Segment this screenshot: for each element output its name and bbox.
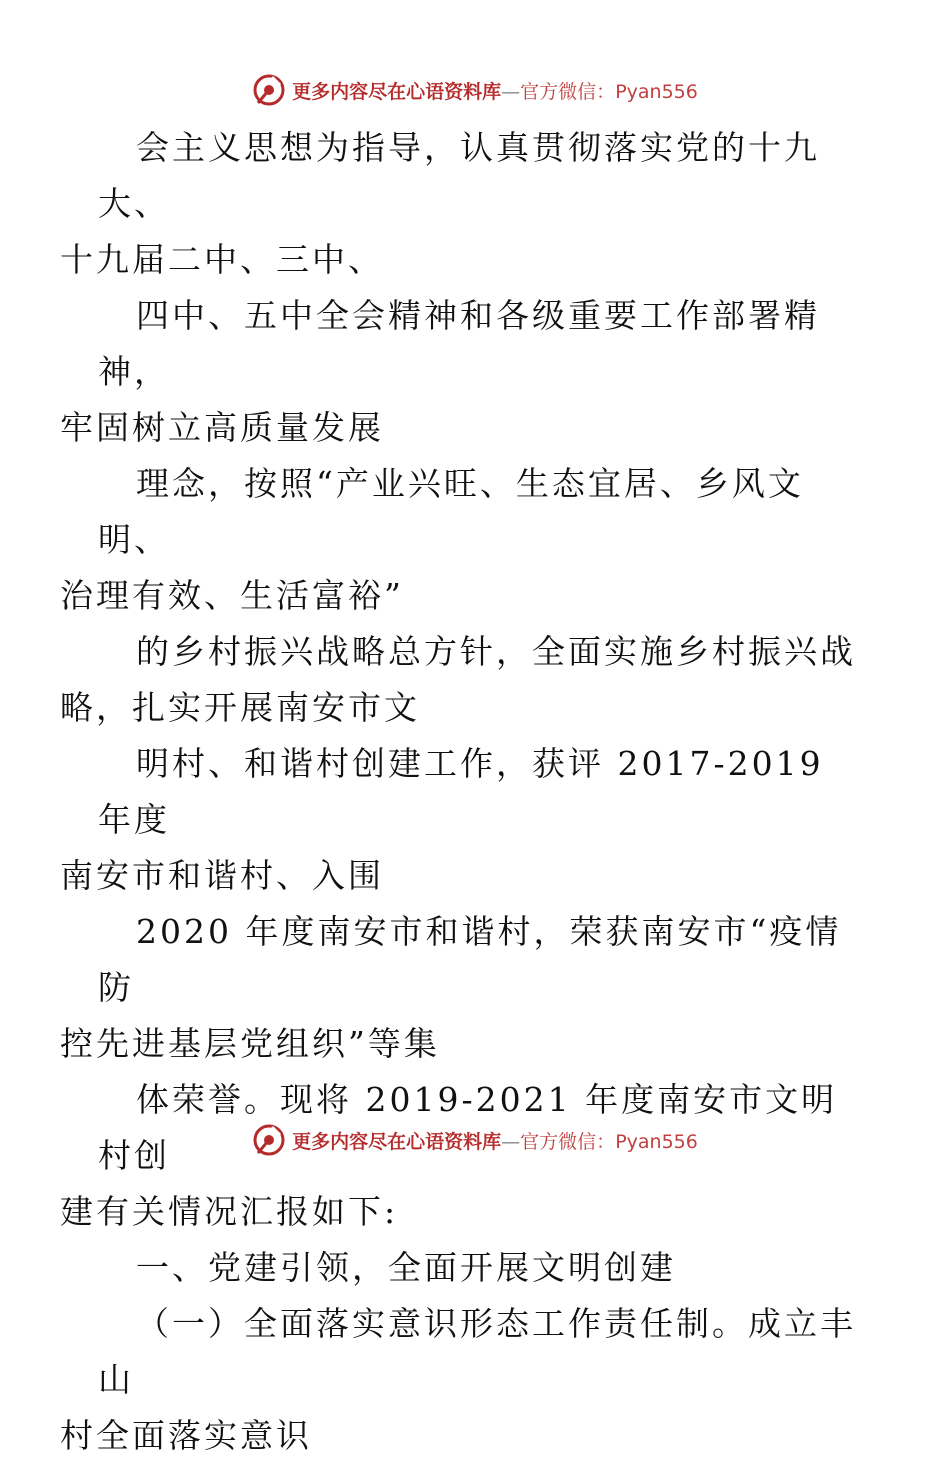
paragraph: 2020 年度南安市和谐村，荣获南安市“疫情防 控先进基层党组织”等集 <box>60 912 842 1063</box>
paragraph: 会主义思想为指导，认真贯彻落实党的十九大、 十九届二中、三中、 <box>60 128 820 279</box>
footer-watermark <box>0 1120 950 1160</box>
header-watermark-text: 更多内容尽在心语资料库—官方微信：Pyan556 <box>292 80 698 103</box>
paragraph: （一）全面落实意识形态工作责任制。成立丰山 村全面落实意识 <box>60 1304 856 1455</box>
logo-icon <box>252 73 286 107</box>
footer-watermark-text: 更多内容尽在心语资料库—官方微信：Pyan556 <box>292 1130 698 1153</box>
logo-icon <box>252 1123 286 1157</box>
document-body <box>60 120 858 1464</box>
paragraph: 理念，按照“产业兴旺、生态宜居、乡风文明、 治理有效、生活富裕” <box>60 464 804 615</box>
header-watermark <box>0 70 950 110</box>
section-heading: 一、党建引领，全面开展文明创建 <box>136 1248 676 1287</box>
paragraph: 四中、五中全会精神和各级重要工作部署精神， 牢固树立高质量发展 <box>60 296 820 447</box>
paragraph: 明村、和谐村创建工作，获评 2017-2019 年度 南安市和谐村、入围 <box>60 744 838 895</box>
paragraph: 体荣誉。现将 2019-2021 年度南安市文明村创 建有关情况汇报如下: <box>60 1080 838 1231</box>
paragraph: 的乡村振兴战略总方针，全面实施乡村振兴战 略，扎实开展南安市文 <box>60 632 856 727</box>
